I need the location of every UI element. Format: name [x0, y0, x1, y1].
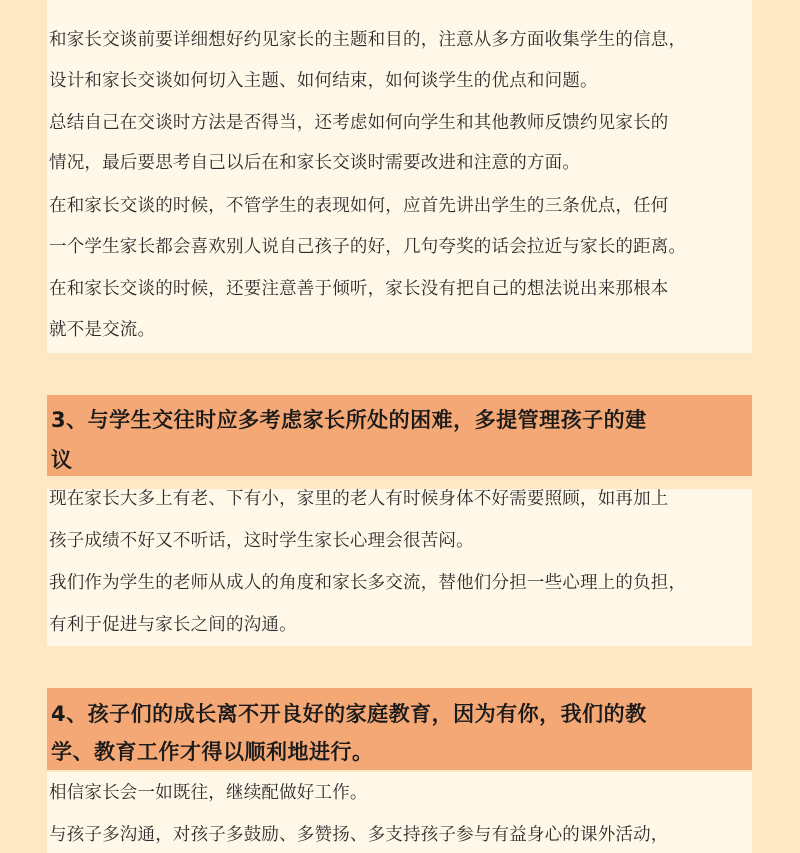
section-3-paragraph-line: 我们作为学生的老师从成人的角度和家长多交流，替他们分担一些心理上的负担，	[49, 573, 687, 593]
section-3-paragraph-line: 孩子成绩不好又不听话，这时学生家长心理会很苦闷。	[49, 531, 474, 551]
section-4-paragraph-line: 与孩子多沟通，对孩子多鼓励、多赞扬、多支持孩子参与有益身心的课外活动，	[49, 825, 669, 845]
section-3-paragraph-line: 有利于促进与家长之间的沟通。	[49, 615, 297, 635]
section-4-heading-line: 4、孩子们的成长离不开良好的家庭教育，因为有你，我们的教	[51, 702, 647, 726]
intro-paragraph-line: 情况，最后要思考自己以后在和家长交谈时需要改进和注意的方面。	[49, 153, 580, 173]
section-3-paragraph-line: 现在家长大多上有老、下有小，家里的老人有时候身体不好需要照顾，如再加上	[49, 489, 669, 509]
section-3-heading	[47, 395, 752, 476]
intro-paragraph-line: 一个学生家长都会喜欢别人说自己孩子的好，几句夸奖的话会拉近与家长的距离。	[49, 237, 687, 257]
section-3-heading-line: 议	[51, 448, 73, 472]
intro-paragraph-line: 在和家长交谈的时候，还要注意善于倾听，家长没有把自己的想法说出来那根本	[49, 279, 669, 299]
intro-paragraph-line: 总结自己在交谈时方法是否得当，还考虑如何向学生和其他教师反馈约见家长的	[49, 113, 669, 133]
intro-paragraph-line: 设计和家长交谈如何切入主题、如何结束，如何谈学生的优点和问题。	[49, 71, 598, 91]
section-4-heading-line: 学、教育工作才得以顺利地进行。	[51, 740, 374, 764]
section-4-heading	[47, 688, 752, 770]
intro-paragraph-line: 就不是交流。	[49, 320, 156, 340]
intro-paragraph-line: 和家长交谈前要详细想好约见家长的主题和目的，注意从多方面收集学生的信息，	[49, 30, 687, 50]
section-3-heading-line: 3、与学生交往时应多考虑家长所处的困难，多提管理孩子的建	[51, 408, 647, 432]
intro-paragraph-line: 在和家长交谈的时候，不管学生的表现如何，应首先讲出学生的三条优点，任何	[49, 196, 669, 216]
section-4-paragraph-line: 相信家长会一如既往，继续配做好工作。	[49, 783, 368, 803]
